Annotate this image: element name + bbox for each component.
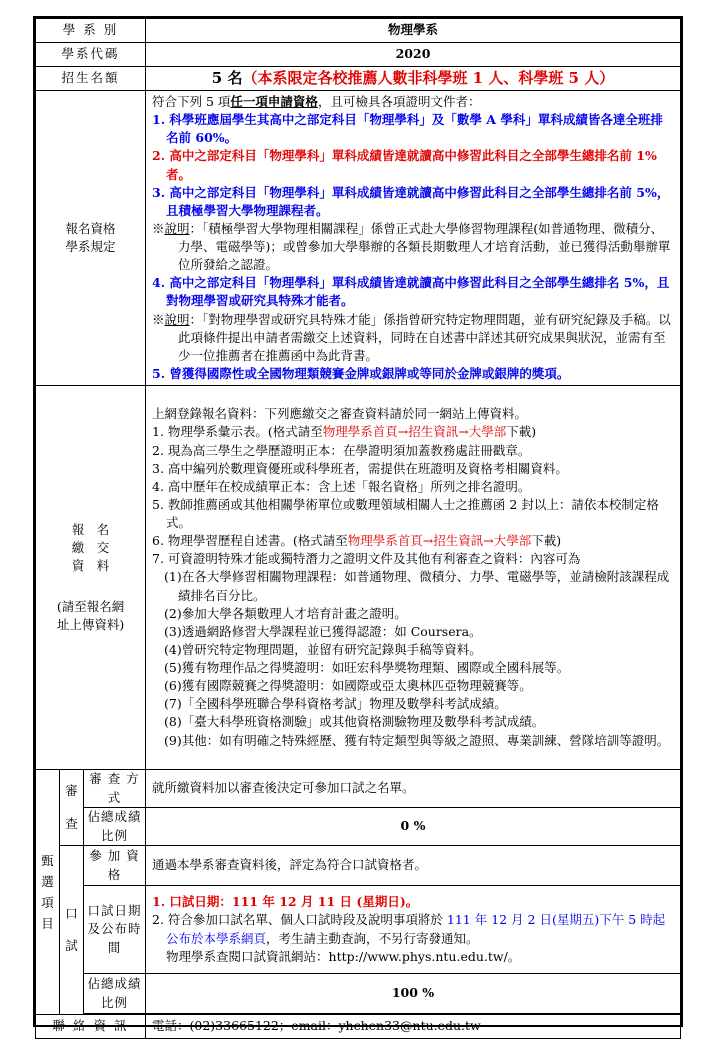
quota-note: （本系限定各校推薦人數非科學班 1 人、科學班 5 人） — [242, 68, 615, 87]
review-method-label: 審 查 方 式 — [84, 770, 146, 808]
d6-link-path: 物理學系首頁→招生資訊→大學部 — [347, 533, 532, 549]
oral-url: 物理學系查閱口試資訊網站：http://www.phys.ntu.edu.tw/。 — [166, 948, 521, 964]
review-label-text: 審查 — [65, 783, 78, 831]
oral-time-label: 口試日期及公布時間 — [84, 886, 146, 974]
oral-notice-pre: 2. 符合參加口試名單、個人口試時段及說明事項將於 — [152, 912, 447, 928]
intro-prefix: 符合下列 5 項 — [152, 94, 231, 109]
document-sub-4: (4)曾研究特定物理問題，並留有研究記錄與手稿等資料。 — [164, 641, 482, 657]
eligibility-intro — [152, 93, 675, 111]
note1-underline: 說明 — [164, 220, 190, 236]
eligibility-item-4: 4. 高中之部定科目「物理學科」單科成績皆達就讀高中修習此科目之全部學生總排名 5%，且對物理學習或研究具特殊才能者。 — [152, 275, 670, 309]
code-value: 2020 — [146, 43, 681, 67]
document-item-1 — [152, 423, 675, 441]
dept-value: 物理學系 — [146, 19, 681, 43]
documents-content — [146, 386, 681, 770]
row-oral-weight — [36, 974, 681, 1014]
row-eligibility — [36, 91, 681, 386]
documents-label-line1: 報 名 — [71, 522, 110, 538]
document-sub-3: (3)透過網路修習大學課程並已獲得認證：如 Coursera。 — [164, 623, 482, 639]
oral-notice — [152, 911, 675, 947]
row-review-weight — [36, 808, 681, 846]
row-oral-time — [36, 886, 681, 974]
document-sub-6: (6)獲有國際競賽之得獎證明：如國際或亞太奧林匹亞物理競賽等。 — [164, 678, 532, 694]
selection-outer-text: 甄選項目 — [41, 852, 54, 932]
note2-mark: ※ — [152, 311, 165, 327]
documents-label-line2: 繳 交 — [71, 540, 110, 556]
review-weight-value: 0 % — [146, 808, 681, 846]
row-review-method — [36, 770, 681, 808]
oral-time-content — [146, 886, 681, 974]
document-item-5: 5. 教師推薦函或其他相關學術單位或數理領域相關人士之推薦函 2 封以上：請依本校制定格式。 — [152, 496, 659, 531]
contact-value: 電話：(02)33665122；email：yhchen33@ntu.edu.tw — [146, 1015, 681, 1039]
documents-label-line3: 資 料 — [71, 558, 110, 574]
note2-text: ：「對物理學習或研究具特殊才能」係指曾研究特定物理問題，並有研究紀錄及手稿。以此項條件提出申請者需繳交上述資料，同時在自述書中詳述其研究成果與狀況，並需有至少一位推薦者在推薦函中為此背書。 — [178, 311, 671, 363]
row-department — [36, 19, 681, 43]
document-sub-5: (5)獲有物理作品之得獎證明：如旺宏科學獎物理類、國際或全國科展等。 — [164, 660, 570, 676]
eligibility-note-1 — [152, 220, 675, 274]
document-sub-1: (1)在各大學修習相關物理課程：如普通物理、微積分、力學、電磁學等，並請檢附該課程成績排名百分比。 — [164, 569, 670, 603]
row-code — [36, 43, 681, 67]
d6-pre: 6. 物理學習歷程自述書。(格式請至 — [152, 533, 348, 549]
oral-weight-label: 佔總成績比例 — [84, 974, 146, 1014]
document-item-3: 3. 高中編列於數理資優班或科學班者，需提供在班證明及資格考相關資料。 — [152, 460, 568, 476]
oral-label-text: 口試 — [65, 905, 78, 953]
oral-notice-post: ，考生請主動查詢，不另行寄發通知。 — [266, 930, 479, 946]
d6-post: 下載) — [531, 533, 562, 549]
oral-qual-value: 通過本學系審查資料後，評定為符合口試資格者。 — [146, 846, 681, 886]
d1-pre: 1. 物理學系彙示表。(格式請至 — [152, 424, 323, 440]
note1-mark: ※ — [152, 220, 165, 236]
note1-text: ：「積極學習大學物理相關課程」係曾正式赴大學修習物理課程(如普通物理、微積分、力學、電磁學等)；或曾參加大學舉辦的各類長期數理人才培育活動，並已獲得活動舉辦單位所發給之認證。 — [178, 220, 671, 273]
quota-cell — [146, 67, 681, 91]
contact-label: 聯 絡 資 訊 — [36, 1015, 146, 1039]
oral-qual-label: 參 加 資 格 — [84, 846, 146, 886]
oral-date: 1. 口試日期：111 年 12 月 11 日 (星期日)。 — [152, 894, 419, 910]
documents-label-note1: (請至報名網 — [56, 598, 125, 614]
oral-label — [60, 846, 84, 1015]
documents-label-note2: 址上傳資料) — [56, 616, 125, 632]
eligibility-item-5: 5. 曾獲得國際性或全國物理類競賽金牌或銀牌或等同於金牌或銀牌的獎項。 — [152, 365, 570, 381]
row-contact — [36, 1015, 681, 1039]
eligibility-content — [146, 91, 681, 386]
selection-outer-label — [36, 770, 60, 1015]
oral-notice-date: 111 年 12 月 2 日(星期五)下午 5 時起公布於本學系網頁 — [166, 912, 666, 946]
eligibility-label — [36, 91, 146, 386]
document-item-7: 7. 可資證明特殊才能或獨特潛力之證明文件及其他有利審查之資料：內容可為 — [152, 551, 581, 567]
eligibility-label-line2: 學系規定 — [65, 239, 116, 254]
intro-suffix: ，且可檢具各項證明文件者： — [317, 94, 481, 109]
d1-post: 下載) — [506, 424, 537, 440]
d1-link-path: 物理學系首頁→招生資訊→大學部 — [322, 424, 507, 440]
eligibility-note-2 — [152, 311, 675, 365]
document-item-6 — [152, 532, 675, 550]
note2-underline: 說明 — [164, 311, 190, 327]
code-label: 學系代碼 — [36, 43, 146, 67]
review-method-value: 就所繳資料加以審查後決定可參加口試之名單。 — [146, 770, 681, 808]
eligibility-label-line1: 報名資格 — [65, 220, 116, 236]
eligibility-item-2: 2. 高中之部定科目「物理學科」單科成績皆達就讀高中修習此科目之全部學生總排名前 1%者。 — [152, 148, 657, 182]
quota-value: 5 名 — [211, 68, 243, 87]
review-weight-label: 佔總成績比例 — [84, 808, 146, 846]
documents-intro: 上網登錄報名資料：下列應繳交之審查資料請於同一網站上傳資料。 — [152, 406, 528, 422]
quota-label: 招生名額 — [36, 67, 146, 91]
oral-weight-value: 100 % — [146, 974, 681, 1014]
admission-form — [33, 16, 683, 1034]
row-documents — [36, 386, 681, 770]
eligibility-item-3: 3. 高中之部定科目「物理學科」單科成績皆達就讀高中修習此科目之全部學生總排名前 5%，且積極學習大學物理課程者。 — [152, 184, 670, 218]
dept-label: 學 系 別 — [36, 19, 146, 43]
intro-emph: 任一項申請資格 — [230, 94, 318, 109]
admission-table — [35, 18, 681, 1039]
document-sub-7: (7)「全國科學班聯合學科資格考試」物理及數學科考試成績。 — [164, 696, 507, 712]
review-label — [60, 770, 84, 846]
document-sub-8: (8)「臺大科學班資格測驗」或其他資格測驗物理及數學科考試成績。 — [164, 714, 545, 730]
document-sub-2: (2)參加大學各類數理人才培育計畫之證明。 — [164, 605, 407, 621]
row-oral-qualification — [36, 846, 681, 886]
row-quota — [36, 67, 681, 91]
eligibility-item-1: 1. 科學班應屆學生其高中之部定科目「物理學科」及「數學 A 學科」單科成績皆各達全班排名前 60%。 — [152, 112, 663, 146]
documents-label — [36, 386, 146, 770]
document-sub-9: (9)其他：如有明確之特殊經歷、獲有特定類型與等級之證照、專業訓練、營隊培訓等證明。 — [164, 732, 670, 748]
document-item-2: 2. 現為高三學生之學歷證明正本：在學證明須加蓋教務處註冊戳章。 — [152, 442, 531, 458]
document-item-4: 4. 高中歷年在校成績單正本：含上述「報名資格」所列之排名證明。 — [152, 478, 531, 494]
